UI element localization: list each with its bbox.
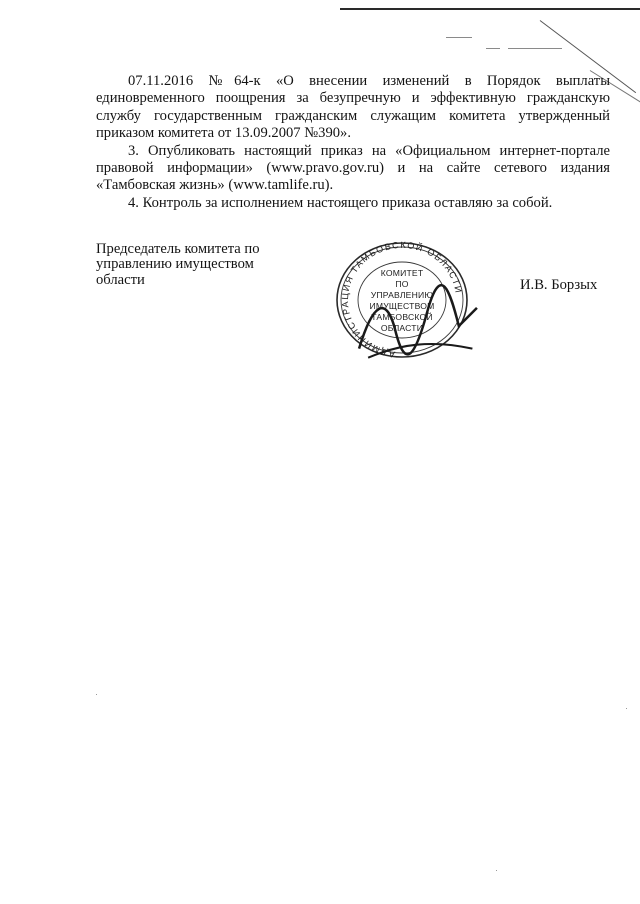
scan-artifact-dash [508, 48, 562, 49]
signer-position-line: Председатель комитета по [96, 241, 260, 257]
paragraph-amendment [96, 73, 610, 143]
paragraph-publish [96, 143, 610, 195]
scan-artifact-dot [626, 708, 627, 709]
signer-position-line: области [96, 271, 145, 288]
scan-artifact-dash [446, 37, 472, 38]
signer-position [96, 242, 296, 288]
scan-artifact-dot [96, 694, 97, 695]
document-body [96, 73, 610, 212]
paragraph-text: 3. Опубликовать настоящий приказ на «Официальном интернет-портале правовой информации» (www.pravo.gov.ru) и на сайте сетевого издания «Тамбовская жизнь» (www.tamlife.ru). [96, 142, 610, 194]
signer-name: И.В. Борзых [520, 277, 598, 293]
seal-center-line: ПО УПРАВЛЕНИЮ [370, 279, 434, 300]
scan-artifact-line [340, 8, 640, 10]
seal-center-line: КОМИТЕТ [380, 268, 424, 278]
scan-artifact-dot [496, 870, 497, 871]
paragraph-text: 07.11.2016 №64-к «О внесении изменений в Порядок выплаты единовременного поощрения за безупречную и эффективную гражданскую службу государственным гражданским служащим комитета утвержденный приказом комитета от 13.09.2007 №390». [96, 73, 610, 142]
seal-center-line: ИМУЩЕСТВОМ [369, 301, 435, 311]
seal-center-line: ТАМБОВСКОЙ [371, 312, 433, 322]
paragraph-control [96, 195, 610, 212]
seal-ring-text: АДМИНИСТРАЦИЯ ТАМБОВСКОЙ ОБЛАСТИ [339, 240, 464, 360]
official-seal [334, 240, 470, 360]
handwritten-signature [350, 266, 486, 386]
paragraph-text: 4. Контроль за исполнением настоящего приказа оставляю за собой. [128, 194, 553, 211]
scan-artifact-dash [486, 48, 500, 49]
seal-center-line: ОБЛАСТИ [380, 323, 424, 333]
signer-position-line: управлению имуществом [96, 256, 254, 273]
